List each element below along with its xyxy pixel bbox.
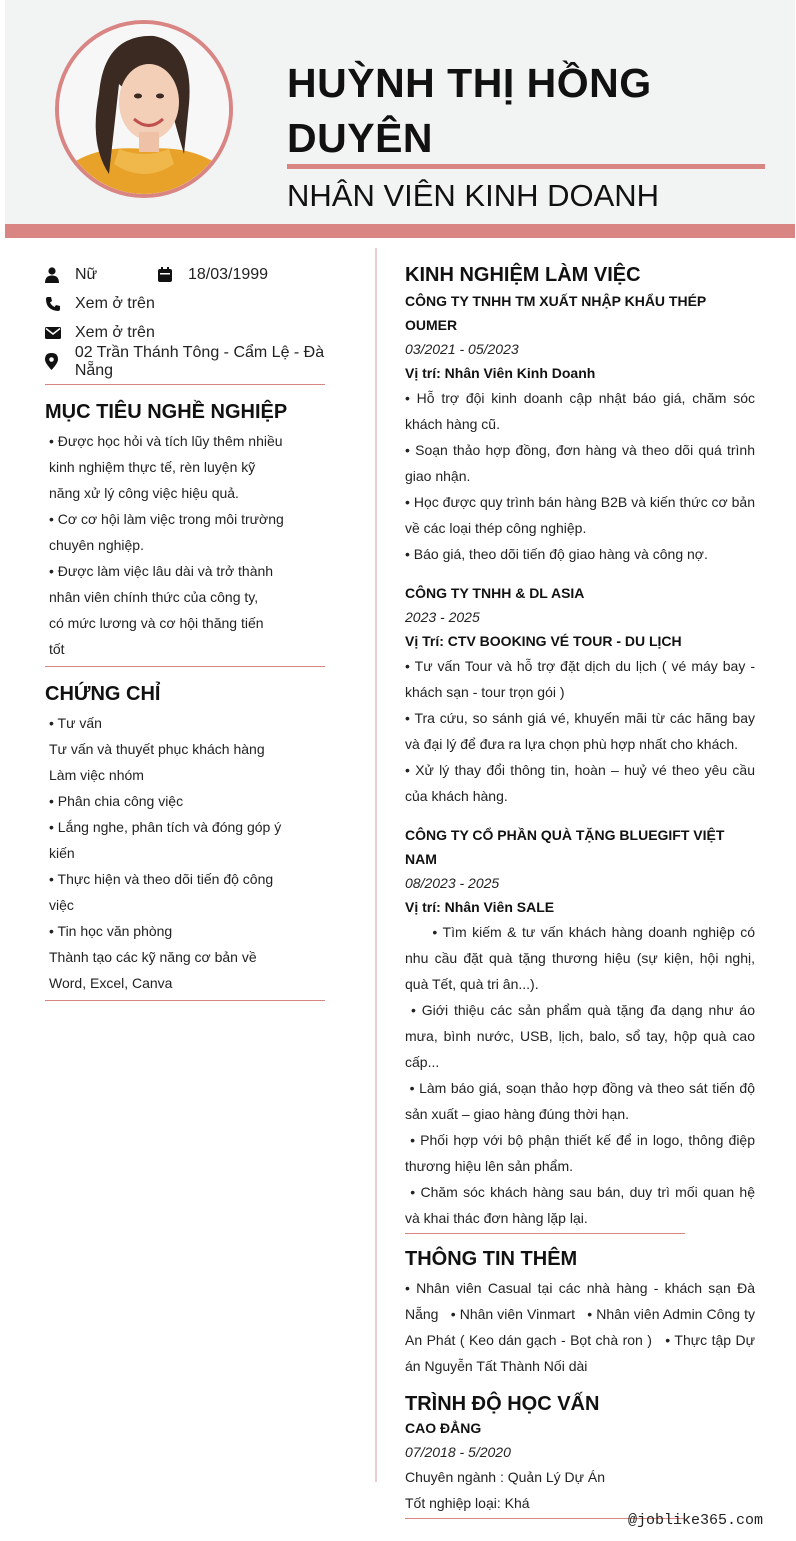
column-divider <box>375 248 377 1482</box>
phone-icon <box>45 296 75 312</box>
job-detail: • Chăm sóc khách hàng sau bán, duy trì mối quan hệ và khai thác đơn hàng lặp lại. <box>405 1184 759 1226</box>
map-pin-icon <box>45 353 75 370</box>
certificate-line: kiến <box>49 845 75 861</box>
education-period: 07/2018 - 5/2020 <box>405 1444 511 1460</box>
experience-title: KINH NGHIỆM LÀM VIỆC <box>405 264 641 286</box>
objective-text <box>45 428 365 662</box>
job-detail: • Xử lý thay đổi thông tin, hoàn – huỷ vé theo yêu cầu của khách hàng. <box>405 762 755 804</box>
objective-line: có mức lương và cơ hội thăng tiến <box>49 615 264 631</box>
job-period: 03/2021 - 05/2023 <box>405 341 519 357</box>
job-detail: • Tư vấn Tour và hỗ trợ đặt dịch du lịch ( vé máy bay - khách sạn - tour trọn gói ) <box>405 658 755 700</box>
job-entry <box>405 289 755 567</box>
job-company: CÔNG TY CỔ PHẦN QUÀ TẶNG BLUEGIFT VIỆT NAM <box>405 827 725 867</box>
job-period: 08/2023 - 2025 <box>405 875 500 891</box>
divider <box>405 1233 685 1234</box>
additional-title: THÔNG TIN THÊM <box>405 1248 578 1270</box>
job-detail: • Làm báo giá, soạn thảo hợp đồng và theo sát tiến độ sản xuất – giao hàng đúng thời hạn. <box>405 1080 759 1122</box>
job-entry <box>405 581 755 809</box>
person-icon <box>45 267 75 283</box>
objective-line: nhân viên chính thức của công ty, <box>49 589 259 605</box>
objective-line: năng xử lý công việc hiệu quả. <box>49 485 239 501</box>
job-detail: • Tìm kiếm & tư vấn khách hàng doanh nghiệp có nhu cầu đặt quà tặng thương hiệu (sự kiện, hội nghị, quà Tết, quà tri ân...). <box>405 924 759 992</box>
education-major: Chuyên ngành : Quản Lý Dự Án <box>405 1469 606 1485</box>
certificates-title: CHỨNG CHỈ <box>45 683 161 705</box>
education-title: TRÌNH ĐỘ HỌC VẤN <box>405 1393 600 1415</box>
envelope-icon <box>45 327 75 339</box>
certificate-line: Làm việc nhóm <box>49 767 144 783</box>
divider <box>45 1000 325 1001</box>
email-value: Xem ở trên <box>75 323 155 341</box>
divider <box>45 666 325 667</box>
job-detail: • Học được quy trình bán hàng B2B và kiến thức cơ bản về các loại thép công nghiệp. <box>405 494 755 536</box>
certificate-line: • Tin học văn phòng <box>49 923 173 939</box>
certificates-text <box>45 710 365 996</box>
job-period: 2023 - 2025 <box>405 609 480 625</box>
candidate-job-title: NHÂN VIÊN KINH DOANH <box>287 178 660 213</box>
objective-line: tốt <box>49 641 65 657</box>
name-underline <box>287 164 765 169</box>
address-value: 02 Trần Thánh Tông - Cẩm Lệ - Đà Nẵng <box>74 343 325 379</box>
job-detail: • Soạn thảo hợp đồng, đơn hàng và theo dõi quá trình giao nhận. <box>405 442 755 484</box>
certificate-line: • Thực hiện và theo dõi tiến độ công <box>49 871 274 887</box>
certificate-line: • Tư vấn <box>49 715 102 731</box>
calendar-icon <box>158 267 188 282</box>
job-entry <box>405 823 759 1231</box>
certificate-line: • Lắng nghe, phân tích và đóng góp ý <box>49 819 282 835</box>
objective-line: • Được làm việc lâu dài và trở thành <box>49 563 274 579</box>
objective-line: kinh nghiệm thực tế, rèn luyện kỹ <box>49 459 256 475</box>
contact-phone <box>45 289 365 318</box>
profile-photo <box>55 20 233 198</box>
contact-address <box>45 343 365 379</box>
education-grade: Tốt nghiệp loại: Khá <box>405 1495 530 1511</box>
job-position: Vị Trí: CTV BOOKING VÉ TOUR - DU LỊCH <box>405 633 682 649</box>
additional-text: • Nhân viên Casual tại các nhà hàng - khách sạn Đà Nẵng • Nhân viên Vinmart • Nhân viên Admin Công ty An Phát ( Keo dán gạch - Bọt chà ron ) • Thực tập Dự án Nguyễn Tất Thành Nối dài <box>405 1280 759 1374</box>
header-accent-bar <box>5 224 795 238</box>
job-detail: • Tra cứu, so sánh giá vé, khuyến mãi từ các hãng bay và đại lý để đưa ra lựa chọn phù hợp nhất cho khách. <box>405 710 755 752</box>
divider <box>45 384 325 385</box>
contact-gender-birthday <box>45 260 365 289</box>
certificate-line: Tư vấn và thuyết phục khách hàng <box>49 741 265 757</box>
job-detail: • Giới thiệu các sản phẩm quà tặng đa dạng như áo mưa, bình nước, USB, lịch, balo, sổ tay, hộp quà cao cấp... <box>405 1002 759 1070</box>
site-watermark: @joblike365.com <box>627 1512 763 1529</box>
job-detail: • Hỗ trợ đội kinh doanh cập nhật báo giá, chăm sóc khách hàng cũ. <box>405 390 755 432</box>
phone-value: Xem ở trên <box>75 294 155 312</box>
gender-value: Nữ <box>75 265 98 283</box>
objective-line: chuyên nghiệp. <box>49 537 144 553</box>
job-detail: • Phối hợp với bộ phận thiết kế để in logo, thông điệp thương hiệu lên sản phẩm. <box>405 1132 759 1174</box>
job-position: Vị trí: Nhân Viên Kinh Doanh <box>405 365 596 381</box>
objective-line: • Được học hỏi và tích lũy thêm nhiều <box>49 433 283 449</box>
objective-line: • Cơ cơ hội làm việc trong môi trường <box>49 511 284 527</box>
education-level: CAO ĐẲNG <box>405 1420 482 1436</box>
certificate-line: Thành tạo các kỹ năng cơ bản về <box>49 949 257 965</box>
job-detail: • Báo giá, theo dõi tiến độ giao hàng và công nợ. <box>405 546 708 562</box>
left-column <box>45 260 365 1001</box>
objective-title: MỤC TIÊU NGHỀ NGHIỆP <box>45 401 288 423</box>
birthday-value: 18/03/1999 <box>188 265 269 283</box>
right-column <box>405 264 759 1519</box>
certificate-line: việc <box>49 897 74 913</box>
certificate-line: Word, Excel, Canva <box>49 975 173 991</box>
job-company: CÔNG TY TNHH & DL ASIA <box>405 585 585 601</box>
job-company: CÔNG TY TNHH TM XUẤT NHẬP KHẨU THÉP OUMER <box>405 293 707 333</box>
candidate-name: HUỲNH THỊ HỒNG DUYÊN <box>287 60 652 161</box>
certificate-line: • Phân chia công việc <box>49 793 184 809</box>
job-position: Vị trí: Nhân Viên SALE <box>405 899 555 915</box>
